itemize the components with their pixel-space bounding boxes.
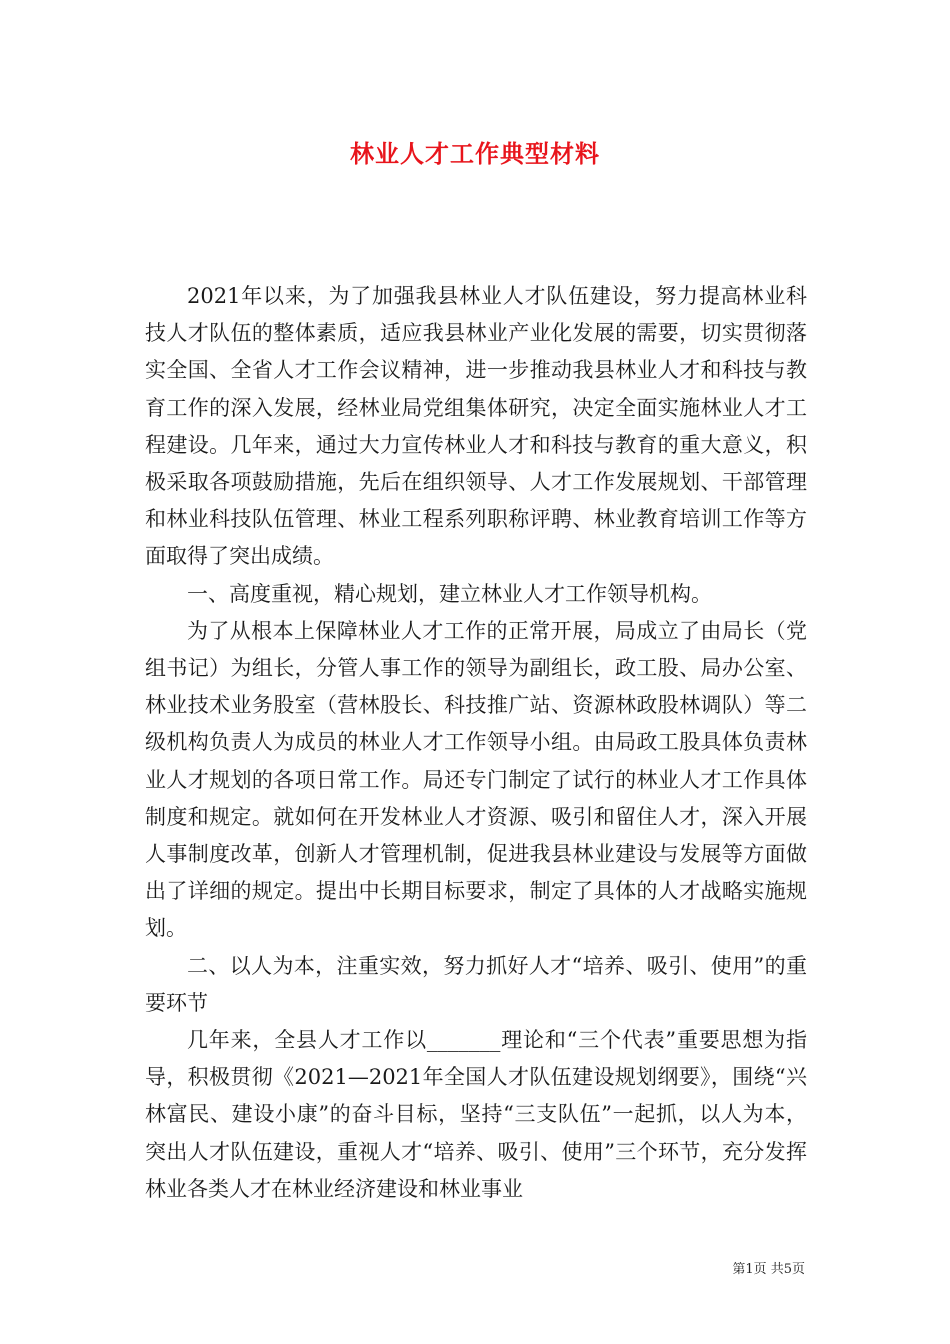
section-heading-2: 二、以人为本，注重实效，努力抓好人才“培养、吸引、使用”的重要环节	[145, 953, 807, 1015]
paragraph-section-1: 为了从根本上保障林业人才工作的正常开展，局成立了由局长（党组书记）为组长，分管人事工作的领导为副组长，政工股、局办公室、林业技术业务股室（营林股长、科技推广站、资源林政股林调队）等二级机构负责人为成员的林业人才工作领导小组。由局政工股具体负责林业人才规划的各项日常工作。局还专门制定了试行的林业人才工作具体制度和规定。就如何在开发林业人才资源、吸引和留住人才，深入开展人事制度改革，创新人才管理机制，促进我县林业建设与发展等方面做出了详细的规定。提出中长期目标要求，制定了具体的人才战略实施规划。	[145, 618, 807, 941]
document-body	[145, 278, 807, 1208]
paragraph-intro: 2021年以来，为了加强我县林业人才队伍建设，努力提高林业科技人才队伍的整体素质，适应我县林业产业化发展的需要，切实贯彻落实全国、全省人才工作会议精神，进一步推动我县林业人才和科技与教育工作的深入发展，经林业局党组集体研究，决定全面实施林业人才工程建设。几年来，通过大力宣传林业人才和科技与教育的重大意义，积极采取各项鼓励措施，先后在组织领导、人才工作发展规划、干部管理和林业科技队伍管理、林业工程系列职称评聘、林业教育培训工作等方面取得了突出成绩。	[145, 284, 807, 569]
page-number: 第1页 共5页	[732, 1262, 805, 1277]
section-heading-1: 一、高度重视，精心规划，建立林业人才工作领导机构。	[187, 581, 712, 606]
paragraph-section-2: 几年来，全县人才工作以_______理论和“三个代表”重要思想为指导，积极贯彻《2021—2021年全国人才队伍建设规划纲要》，围绕“兴林富民、建设小康”的奋斗目标，坚持“三支队伍”一起抓，以人为本，突出人才队伍建设，重视人才“培养、吸引、使用”三个环节，充分发挥林业各类人才在林业经济建设和林业事业	[145, 1028, 807, 1201]
document-title: 林业人才工作典型材料	[350, 139, 600, 168]
